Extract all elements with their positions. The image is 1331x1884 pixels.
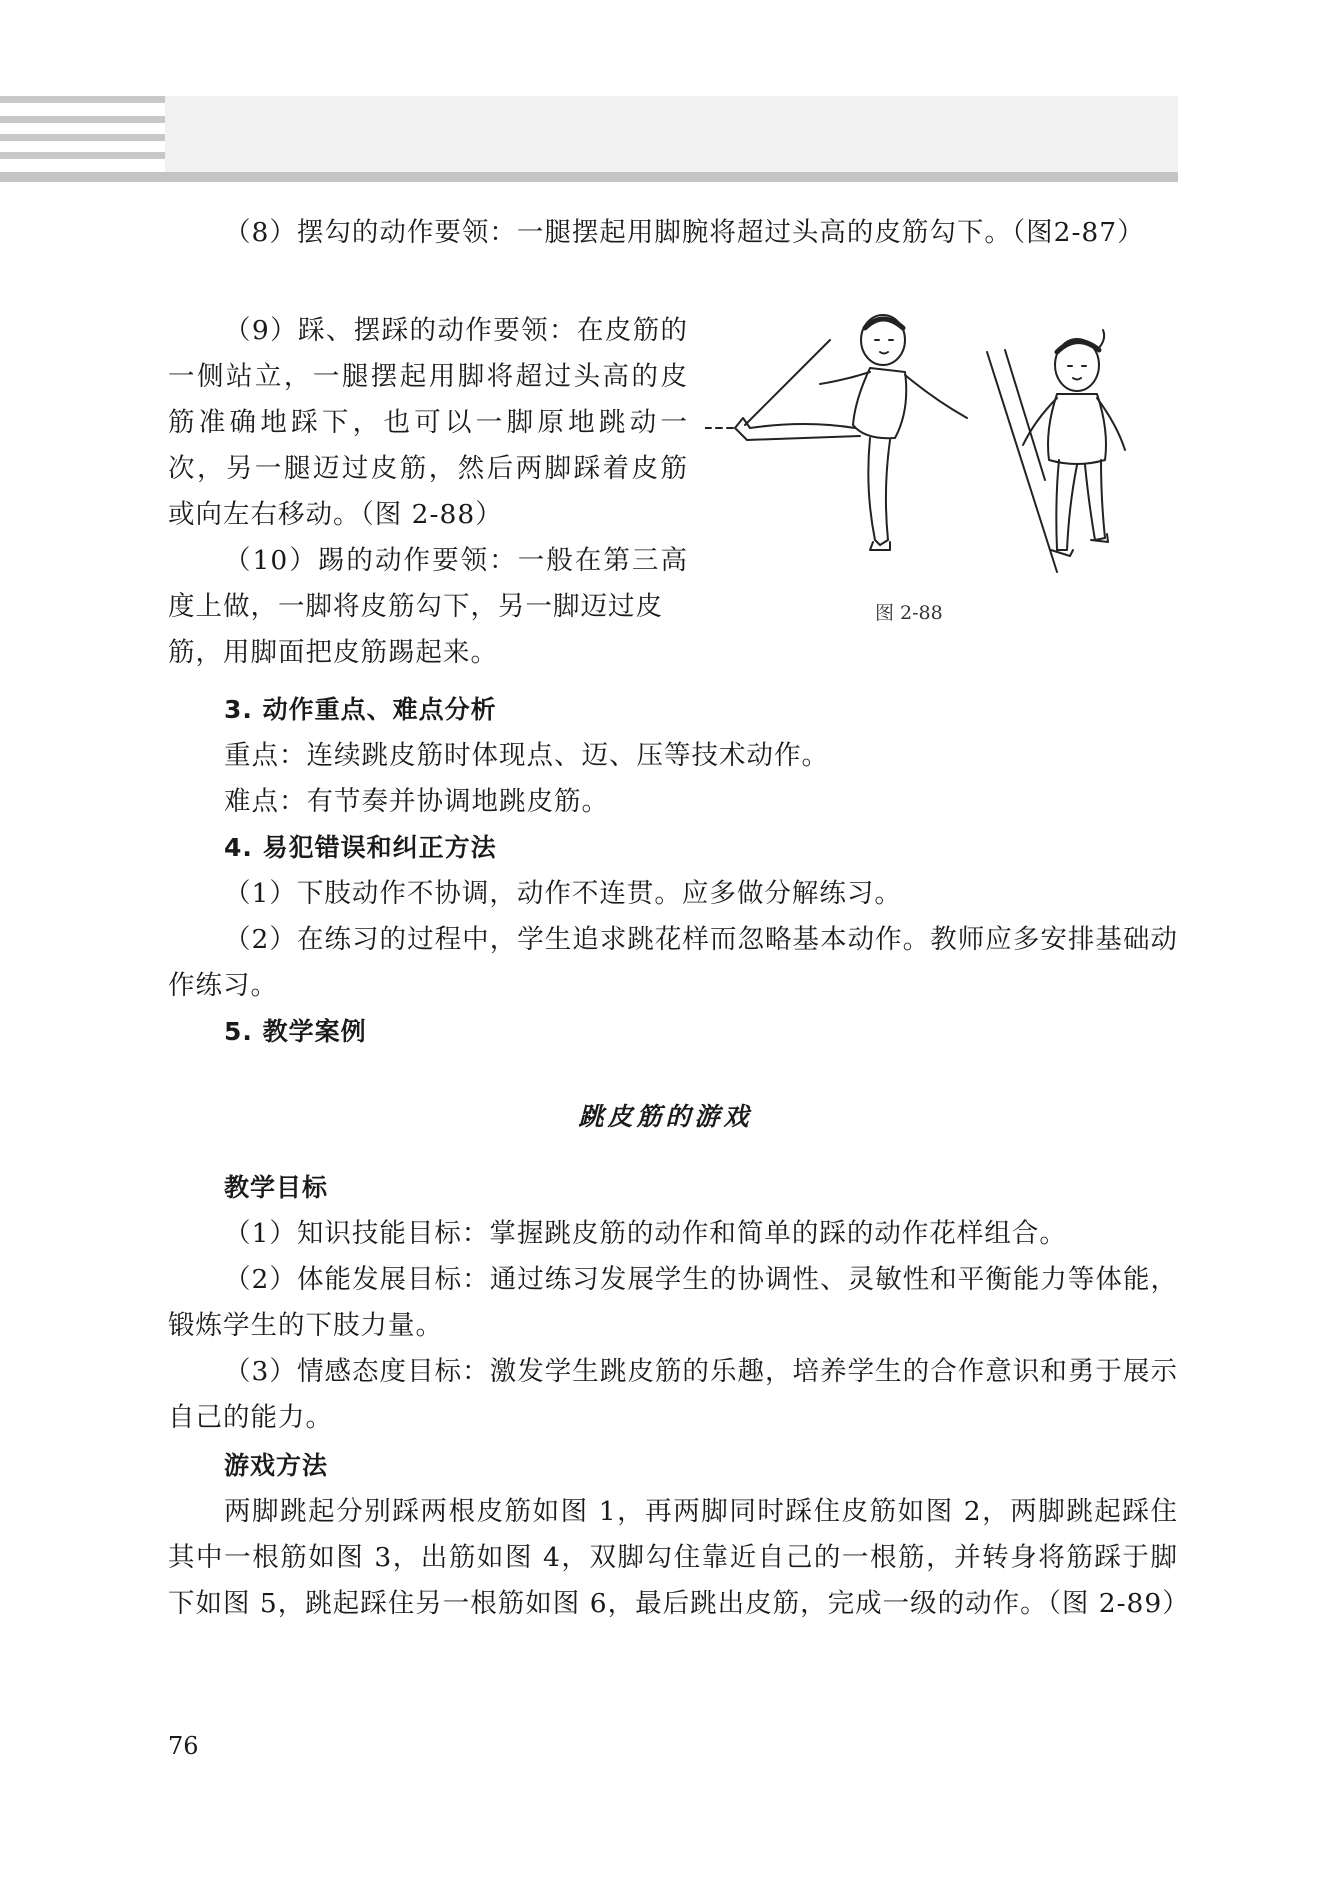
- figure-2-88-illustration: [705, 310, 1153, 578]
- case-title: 跳皮筋的游戏: [578, 1102, 753, 1131]
- rubber-band-line: [745, 340, 830, 425]
- header-stripe: [0, 96, 165, 103]
- page-number: 76: [168, 1732, 199, 1760]
- page-header-decoration: [0, 0, 1331, 190]
- header-band: [165, 96, 1178, 180]
- section-heading-errors: 4. 易犯错误和纠正方法: [224, 833, 497, 862]
- header-stripe: [0, 134, 165, 141]
- paragraph-kick: （10）踢的动作要领：一般在第三高度上做，一脚将皮筋勾下，另一脚迈过皮: [168, 545, 688, 622]
- paragraph-step-swing: （9）踩、摆踩的动作要领：在皮筋的一侧站立，一腿摆起用脚将超过头高的皮筋准确地踩下，也可以一脚原地跳动一次，另一腿迈过皮筋，然后两脚踩着皮筋或向左右移动。（图 2-88）: [168, 315, 688, 530]
- paragraph-goal-2: （2）体能发展目标：通过练习发展学生的协调性、灵敏性和平衡能力等体能，锻炼学生的下肢力量。: [168, 1264, 1178, 1341]
- paragraph-hook-swing: （8）摆勾的动作要领：一腿摆起用脚腕将超过头高的皮筋勾下。（图2-87）: [224, 217, 1145, 248]
- header-rule: [0, 172, 1178, 182]
- paragraph-goal-1: （1）知识技能目标：掌握跳皮筋的动作和简单的踩的动作花样组合。: [224, 1218, 1067, 1249]
- paragraph-kick-continued: 筋，用脚面把皮筋踢起来。: [168, 637, 498, 668]
- section-heading-analysis: 3. 动作重点、难点分析: [224, 695, 497, 724]
- girl-kicking-icon: [735, 315, 967, 550]
- section-heading-case: 5. 教学案例: [224, 1017, 367, 1046]
- girl-standing-icon: [1023, 330, 1125, 556]
- subheading-teaching-goals: 教学目标: [224, 1173, 329, 1202]
- paragraph-key-point: 重点：连续跳皮筋时体现点、迈、压等技术动作。: [224, 740, 829, 771]
- paragraph-game-method: 两脚跳起分别踩两根皮筋如图 1，再两脚同时踩住皮筋如图 2，两脚跳起踩住其中一根筋如图 3，出筋如图 4，双脚勾住靠近自己的一根筋，并转身将筋踩于脚下如图 5，跳起踩住另一根筋如图 6，最后跳出皮筋，完成一级的动作。（图 2-89）: [168, 1496, 1190, 1619]
- rubber-band-line: [1005, 350, 1045, 480]
- paragraph-error-1: （1）下肢动作不协调，动作不连贯。应多做分解练习。: [224, 878, 902, 909]
- paragraph-goal-3: （3）情感态度目标：激发学生跳皮筋的乐趣，培养学生的合作意识和勇于展示自己的能力。: [168, 1356, 1178, 1433]
- paragraph-difficulty: 难点：有节奏并协调地跳皮筋。: [224, 786, 609, 817]
- paragraph-error-2: （2）在练习的过程中，学生追求跳花样而忽略基本动作。教师应多安排基础动作练习。: [168, 924, 1178, 1001]
- rubber-band-line: [987, 352, 1057, 572]
- header-stripe: [0, 116, 165, 123]
- subheading-game-method: 游戏方法: [224, 1451, 329, 1480]
- figure-caption: 图 2-88: [875, 602, 943, 624]
- header-stripe: [0, 152, 165, 159]
